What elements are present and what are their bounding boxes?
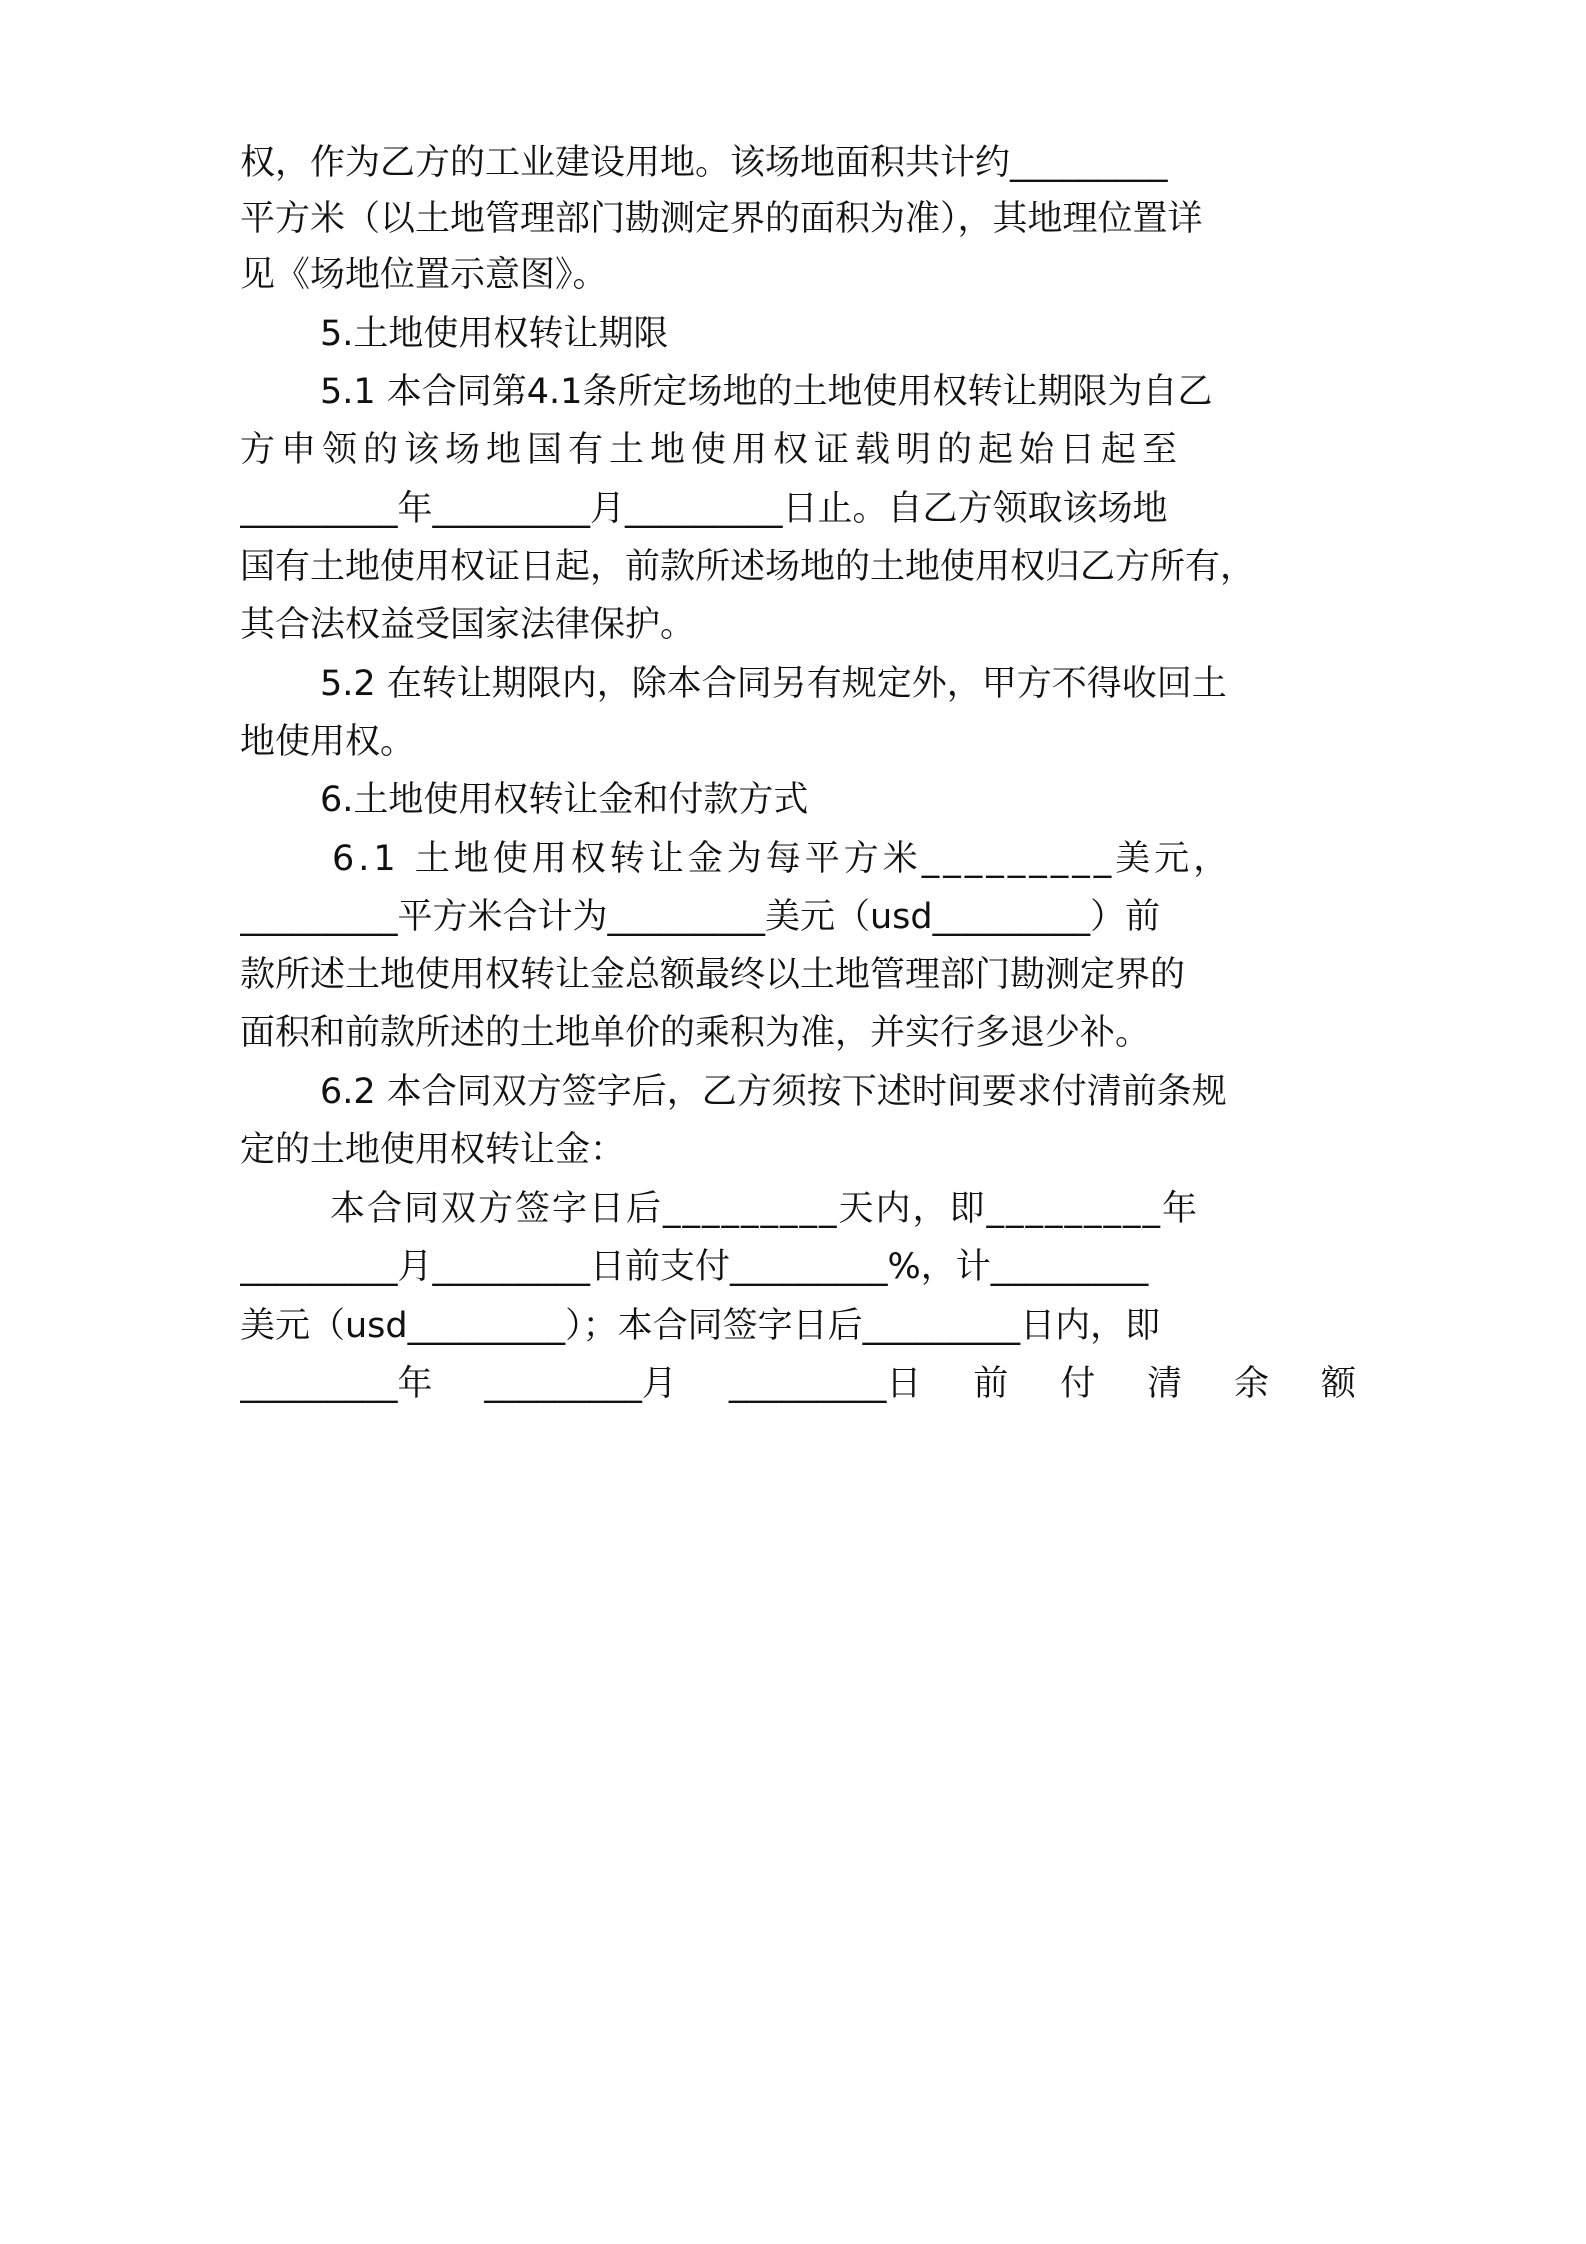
line-segment: 付 bbox=[1060, 1364, 1096, 1404]
paragraph-line bbox=[240, 1354, 1356, 1414]
clause-line: 6.1 土地使用权转让金为每平方米_________美元， bbox=[332, 839, 1233, 879]
line-segment: 前 bbox=[973, 1364, 1009, 1404]
line-segment: _________日 bbox=[728, 1364, 922, 1404]
paragraph-line: 方申领的该场地国有土地使用权证载明的起始日起至 bbox=[240, 430, 1184, 470]
line-segment: 余 bbox=[1234, 1364, 1270, 1404]
paragraph-line: 款所述土地使用权转让金总额最终以土地管理部门勘测定界的 bbox=[240, 955, 1186, 995]
clause-line: 5.2 在转让期限内，除本合同另有规定外，甲方不得收回土 bbox=[320, 664, 1227, 704]
paragraph-line: 平方米（以土地管理部门勘测定界的面积为准），其地理位置详 bbox=[240, 199, 1203, 239]
paragraph-line: _________月_________日前支付_________%，计_________ bbox=[240, 1247, 1149, 1287]
clause-line: 5.1 本合同第4.1条所定场地的土地使用权转让期限为自乙 bbox=[320, 372, 1213, 412]
section-heading: 6.土地使用权转让金和付款方式 bbox=[320, 780, 809, 820]
line-segment: _________月 bbox=[484, 1364, 677, 1404]
paragraph-line: 本合同双方签字日后_________天内，即_________年 bbox=[330, 1189, 1200, 1229]
paragraph-line: 权，作为乙方的工业建设用地。该场地面积共计约_________ bbox=[240, 143, 1168, 183]
line-segment: 额 bbox=[1320, 1364, 1356, 1404]
paragraph-line: _________平方米合计为_________美元（usd_________）前 bbox=[240, 897, 1161, 937]
clause-line: 6.2 本合同双方签字后，乙方须按下述时间要求付清前条规 bbox=[320, 1072, 1227, 1112]
paragraph-line: 定的土地使用权转让金： bbox=[240, 1130, 626, 1170]
line-segment: _________年 bbox=[240, 1364, 433, 1404]
paragraph-line: 其合法权益受国家法律保护。 bbox=[240, 605, 696, 645]
paragraph-line: 美元（usd_________）；本合同签字日后_________日内，即 bbox=[240, 1306, 1161, 1346]
paragraph-line: 国有土地使用权证日起，前款所述场地的土地使用权归乙方所有， bbox=[240, 547, 1256, 587]
section-heading: 5.土地使用权转让期限 bbox=[320, 314, 669, 354]
paragraph-line: 面积和前款所述的土地单价的乘积为准，并实行多退少补。 bbox=[240, 1013, 1151, 1053]
line-segment: 清 bbox=[1147, 1364, 1183, 1404]
paragraph-line: 地使用权。 bbox=[240, 722, 416, 762]
paragraph-line: 见《场地位置示意图》。 bbox=[240, 255, 608, 295]
paragraph-line: _________年_________月_________日止。自乙方领取该场地 bbox=[240, 489, 1168, 529]
